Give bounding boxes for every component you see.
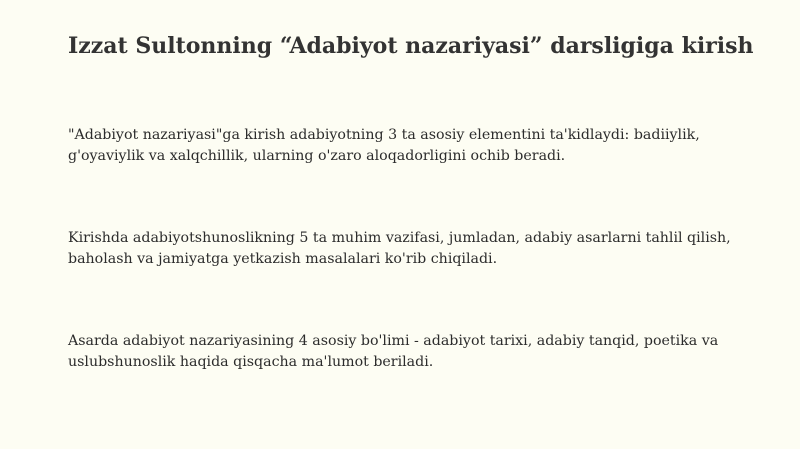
- slide-title: Izzat Sultonning “Adabiyot nazariyasi” darsligiga kirish: [68, 33, 754, 59]
- paragraph-tasks: Kirishda adabiyotshunoslikning 5 ta muhim vazifasi, jumladan, adabiy asarlarni tahlil qilish, baholash va jamiyatga yetkazish masalalari ko'rib chiqiladi.: [68, 230, 731, 267]
- paragraph-sections: Asarda adabiyot nazariyasining 4 asosiy bo'limi - adabiyot tarixi, adabiy tanqid, poetika va uslubshunoslik haqida qisqacha ma'lumot beriladi.: [68, 333, 719, 370]
- paragraph-elements: "Adabiyot nazariyasi"ga kirish adabiyotning 3 ta asosiy elementini ta'kidlaydi: badiiylik, g'oyaviylik va xalqchillik, ularning o'zaro aloqadorligini ochib beradi.: [68, 127, 700, 164]
